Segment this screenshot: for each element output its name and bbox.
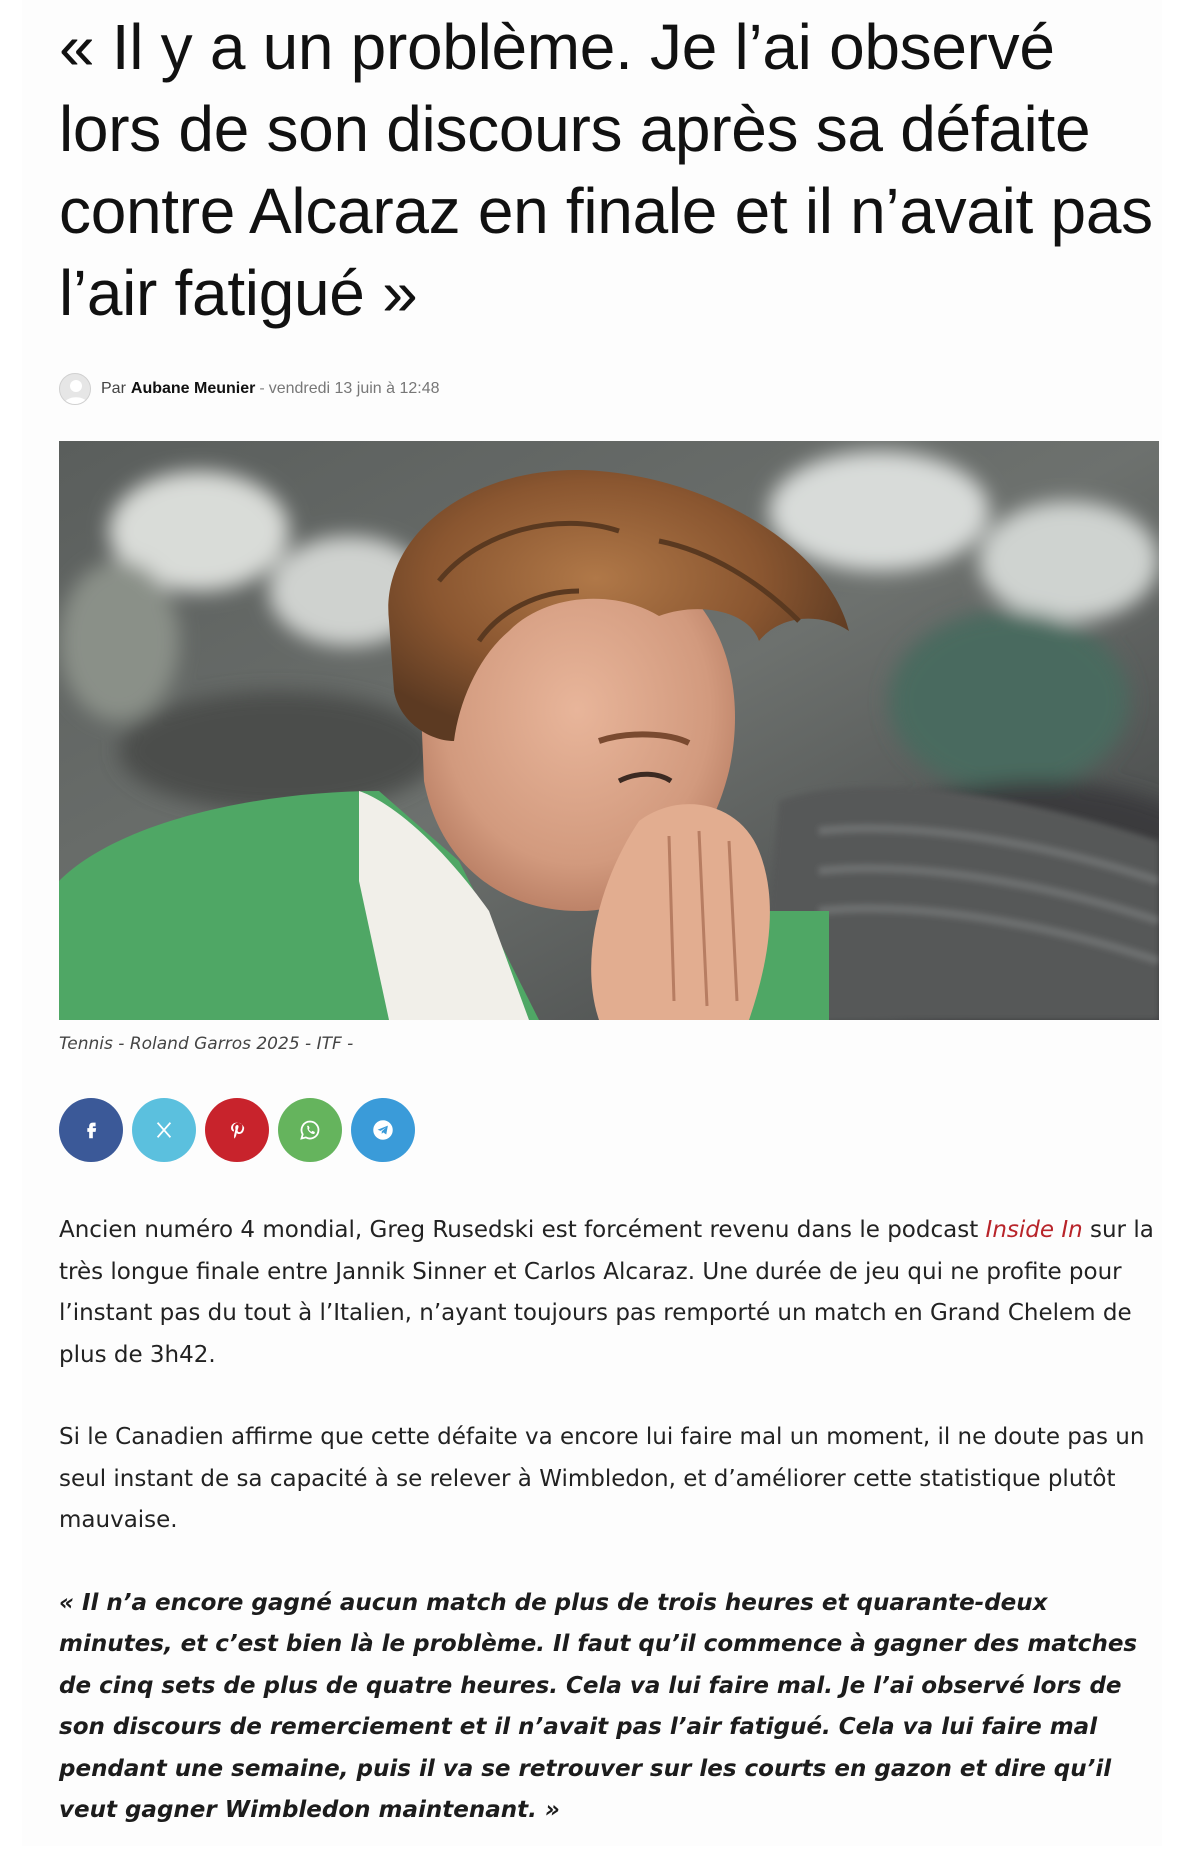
quote-paragraph: « Il n’a encore gagné aucun match de plus de trois heures et quarante-deux minutes, et c’est bien là le problème. Il faut qu’il commence à gagner des matches de cinq sets de plus de quatre heures. Cela va lui faire mal. Je l’ai observé lors de son discours de remerciement et il n’avait pas l’air fatigué. Cela va lui faire mal pendant une semaine, puis il va se retrouver sur les courts en gazon et dire qu’il veut gagner Wimbledon maintenant. »: [59, 1589, 1138, 1823]
article-container: [59, 0, 1159, 1823]
publish-date: vendredi 13 juin à 12:48: [268, 380, 440, 397]
paragraph-text: sur la très longue finale entre Jannik Sinner et Carlos Alcaraz. Une durée de jeu qui ne profite pour l’instant pas du tout à l’Italien, n’ayant toujours pas remporté un match en Grand Chelem de plus de 3h42.: [59, 1217, 1154, 1368]
telegram-icon: [370, 1117, 396, 1143]
pinterest-icon: [226, 1119, 248, 1141]
whatsapp-icon: [298, 1118, 322, 1142]
hero-image: [59, 441, 1159, 1020]
share-whatsapp-button[interactable]: [278, 1098, 342, 1162]
byline-separator: -: [259, 380, 265, 397]
share-x-button[interactable]: [132, 1098, 196, 1162]
paragraph-intro: [59, 1210, 1159, 1376]
byline-prefix: Par: [101, 380, 126, 397]
x-icon: [153, 1119, 175, 1141]
facebook-icon: [80, 1119, 102, 1141]
article-body: [59, 1210, 1159, 1873]
author-name-link[interactable]: Aubane Meunier: [130, 380, 256, 397]
byline: [59, 373, 440, 405]
article-title: « Il y a un problème. Je l’ai observé lors de son discours après sa défaite contre Alcaraz en finale et il n’avait pas l’air fatigué »: [59, 11, 1153, 329]
paragraph-2: Si le Canadien affirme que cette défaite va encore lui faire mal un moment, il ne doute pas un seul instant de sa capacité à se relever à Wimbledon, et d’améliorer cette statistique plutôt mauvaise.: [59, 1424, 1145, 1533]
share-facebook-button[interactable]: [59, 1098, 123, 1162]
page-background: [22, 0, 1162, 1846]
share-bar: [59, 1098, 415, 1162]
paragraph-text: Ancien numéro 4 mondial, Greg Rusedski est forcément revenu dans le podcast: [59, 1217, 986, 1243]
author-avatar-icon[interactable]: [59, 373, 91, 405]
share-telegram-button[interactable]: [351, 1098, 415, 1162]
podcast-link[interactable]: Inside In: [985, 1217, 1083, 1243]
image-caption: Tennis - Roland Garros 2025 - ITF -: [59, 1034, 354, 1054]
share-pinterest-button[interactable]: [205, 1098, 269, 1162]
